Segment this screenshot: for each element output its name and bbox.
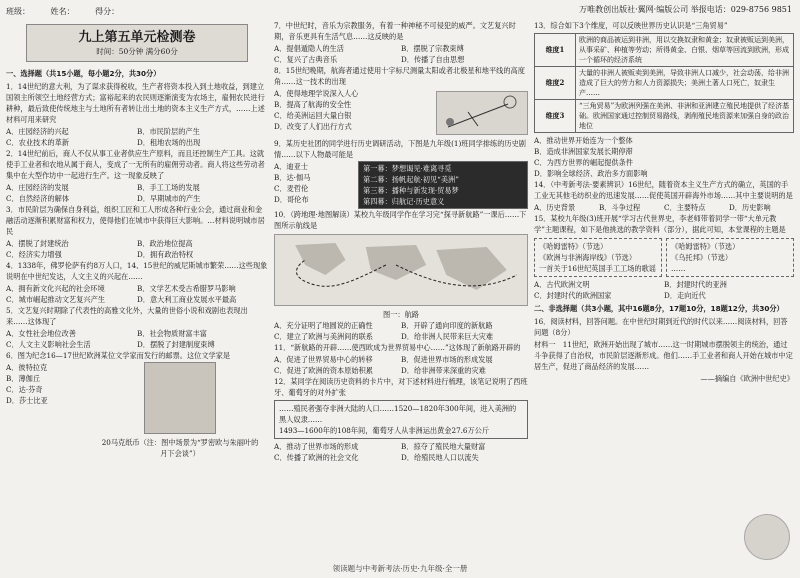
option[interactable]: A．庄园经济的兴起 [6, 127, 69, 136]
question-2: 2．14世纪前后，商人不仅从事工业者供应生产原料，而且还控制生产工具。这就使手工业者和农地从属于商人，变成了一无所有的雇佣劳动者。商人将这些劳动者集中在大型作坊中一起进行生产。这一现象反映了 [6, 149, 265, 180]
question-1: 1．14世纪的意大利，为了谋求获得税收，生产者将资本投入到土地收益，到建立国领主所领空土地经营方式；富裕起来的农民则逐渐演变为农场主，雇佣农民进行耕种，最后致使传统地主与土地所有者转让出土地的资本主义生产方式，……上述材料可用来研究 [6, 82, 265, 124]
option[interactable]: B．造成非洲国家发展长期停滞 [534, 147, 633, 156]
question-10: 10．（跨地理·地图解读）某校九年级同学作在学习完“探寻新航路”一课后……下图所示航线是 [274, 210, 527, 230]
option[interactable]: C．人文主义影响社会生活 [6, 340, 91, 349]
score-label: 得分： [95, 7, 120, 16]
material-item: 《哈姆雷特》（节选） [539, 242, 608, 251]
question-9-body [274, 161, 528, 209]
footer: 领读题与中考新考法·历史·九年级·全一册 [332, 564, 468, 573]
table-row [535, 67, 794, 100]
option[interactable]: A．推动了世界市场的形成 [274, 442, 359, 451]
option[interactable]: B．手工工场的发展 [137, 183, 200, 192]
option[interactable]: B．开辟了通向印度的新航路 [401, 321, 493, 330]
play-act: 第二幕：扬帆起航·初见“美洲” [363, 175, 459, 184]
option[interactable]: D．早期城市的产生 [137, 194, 201, 203]
citation: ——摘编自《欧洲中世纪史》 [700, 374, 794, 383]
page-number-stamp [744, 514, 790, 560]
publisher-line: 万唯教创出版社·翼网·编版公司 举报电话：029-8756 9851 [579, 5, 792, 14]
options-1 [6, 126, 268, 148]
options-4 [6, 283, 268, 305]
option[interactable]: B．摆脱了宗教束缚 [401, 44, 464, 53]
question-13: 13．综合如下3个维度，可以反映世界历史认识是“三角贸易” [534, 21, 728, 30]
question-15: 15．某校九年级(3)班开展“学习古代世界史，李老师带着同学一带“大单元教学”主题课程，如下是他挑选的教学资料（部分），据此可知，本堂课程的主题是 [534, 214, 786, 234]
option[interactable]: A．摆脱了封建统治 [6, 239, 69, 248]
options-6 [6, 362, 96, 459]
banknote-image [144, 362, 216, 434]
option[interactable]: D．意大利工商业发展水平最高 [137, 295, 237, 304]
page-title: 九上第五单元检测卷 [78, 30, 196, 45]
question-6-body [6, 362, 268, 459]
option[interactable]: C．封建时代的欧洲国家 [534, 291, 612, 300]
option[interactable]: A．充分证明了地圆说的正确性 [274, 321, 373, 330]
dimension-text: 大量的非洲人被贩卖到美洲，导致非洲人口减少，社会动荡，给非洲造成了巨大的劳力和人力资源损失；美洲土著人口死亡，奴隶生产…… [576, 67, 794, 100]
option[interactable]: D．传播了自由思想 [401, 55, 465, 64]
options-8 [274, 88, 432, 138]
option[interactable]: C．麦哲伦 [274, 184, 309, 193]
material-item: 《哈姆雷特》（节选） [671, 242, 740, 251]
table-row [535, 100, 794, 133]
option[interactable]: C．城市崛起推动文艺复兴产生 [6, 295, 105, 304]
option[interactable]: C．建立了欧洲与美洲间的联系 [274, 332, 373, 341]
option[interactable]: C．促进了欧洲的资本原始积累 [274, 366, 373, 375]
question-9: 9．某历史社团的同学进行历史调研活动，下图是九年级(1)班同学排练的历史剧情……以下人物最可能是 [274, 139, 526, 159]
section-heading-2: 二、非选择题（共3小题，其中16题8分，17题10分，18题12分，共30分） [534, 304, 784, 313]
material-item: 《欧洲与非洲海岸线》（节选） [539, 253, 637, 262]
class-label: 班级： [6, 7, 30, 16]
options-3 [6, 238, 268, 260]
option[interactable]: D．影响全球经济、政治多方面影响 [534, 169, 648, 178]
question-12: 12．某同学在阅读历史资料的卡片中，对下述材料进行梳理，该笔记说明了西班牙、葡萄牙的对外扩张 [274, 377, 528, 397]
question-14: 14．（中考新考法·要素辨识）16世纪，随着资本主义生产方式的确立，英国的手工业无其他毛纺织业的迅速发展……促使英国开辟海外市场……其中主要说明的是 [534, 180, 793, 200]
question-3: 3．市民阶层为确保自身利益，组织工匠和工人形成各种行业公会，通过商业和金融活动逐渐积累财富和权力，使得他们在城市中获得巨大影响。…材料说明城市居民 [6, 205, 265, 236]
options-10 [274, 320, 528, 342]
options-15 [534, 279, 794, 301]
option[interactable]: C．主要特点 [664, 203, 706, 212]
note-line: ……殖民者强夺非洲大陆的人口……1520—1820年300年间，进入美洲的黑人奴隶…… [279, 404, 517, 424]
options-2 [6, 182, 268, 204]
option[interactable]: B．薄伽丘 [6, 374, 41, 383]
option[interactable]: B．政治地位提高 [137, 239, 193, 248]
option[interactable]: B．促进世界市场的形成发展 [401, 355, 493, 364]
option[interactable]: A．古代欧洲文明 [534, 280, 590, 289]
column-2 [274, 20, 528, 560]
option[interactable]: A．迪亚士 [274, 162, 308, 171]
table-row [535, 34, 794, 67]
question-6: 6．图为纪念16—17世纪欧洲某位文学家而发行的邮票。这位文学家是 [6, 351, 231, 360]
option[interactable]: B．社会物质财富丰富 [137, 329, 207, 338]
option[interactable]: C．自然经济的解体 [6, 194, 70, 203]
material-item: 《乌托邦》（节选） [671, 253, 733, 262]
dimension-text: “三角贸易”为欧洲列强在美洲、非洲和亚洲建立殖民地提供了经济基础。欧洲国家通过控制贸易路线，剥削殖民地资源来加强自身的政治地位 [576, 100, 794, 133]
note-card [274, 400, 528, 439]
material-item: 一首关于16世纪英国手工工场的歌谣 [539, 264, 656, 273]
option[interactable]: A．庄园经济的发展 [6, 183, 69, 192]
option[interactable]: A．彼特拉克 [6, 363, 48, 372]
option[interactable]: C．复兴了古典音乐 [274, 55, 338, 64]
option[interactable]: D．摆脱了封建制度束缚 [137, 340, 215, 349]
play-act: 第三幕：播种与新发现·贸易梦 [363, 186, 459, 195]
option[interactable]: C．经济实力增强 [6, 250, 62, 259]
option[interactable]: B．文学艺术受古希腊罗马影响 [137, 284, 236, 293]
play-act: 第四幕：归航记·历史意义 [363, 197, 445, 206]
play-script-box [358, 161, 528, 209]
options-7 [274, 43, 528, 65]
option[interactable]: D．拥有政治特权 [137, 250, 194, 259]
option[interactable]: B．掠夺了殖民地大量财富 [401, 442, 486, 451]
option[interactable]: A．拥有新文化兴起的社会环境 [6, 284, 105, 293]
student-info-line [6, 6, 137, 17]
option[interactable]: D．历史影响 [729, 203, 771, 212]
question-7: 7．中世纪时，音乐为宗教服务，有着一种神秘不可侵犯的威严。文艺复兴时期，音乐更具有生活气息……这反映的是 [274, 21, 516, 41]
dimension-table [534, 33, 794, 133]
option[interactable]: D．给殖民地人口以流失 [401, 453, 479, 462]
option[interactable]: D．给非洲人民带来巨大灾难 [401, 332, 494, 341]
cross-staff-icon [438, 92, 526, 132]
question-8: 8．15世纪晚期，航海者通过使用十字标尺测量太阳或者北极星和地平线的高度角……这一技术的出现 [274, 66, 525, 86]
material-1: 材料一 11世纪，欧洲开始出现了城市……这一时期城市摆脱领主的统治，通过斗争获得了自治权，市民阶层逐渐形成。他们……手工业者和商人开始在城市中定居生产，促进了商品经济的发展…… [534, 340, 793, 371]
option[interactable]: B．斗争过程 [599, 203, 641, 212]
option[interactable]: C．给美洲运回大量白银 [274, 111, 352, 120]
route-map [274, 234, 528, 306]
section-heading-1: 一、选择题（共15小题，每小题2分，共30分） [6, 69, 161, 78]
question-8-body [274, 88, 528, 138]
material-item: …… [671, 264, 686, 273]
options-14 [534, 202, 794, 213]
options-12 [274, 441, 528, 463]
name-label: 姓名： [50, 7, 75, 16]
banknote-figure [100, 362, 260, 459]
options-9 [274, 161, 354, 209]
title-box [26, 24, 248, 62]
option[interactable]: C．达·芬奇 [6, 385, 43, 394]
option[interactable]: A．提倡遁隐人的生活 [274, 44, 344, 53]
option[interactable]: C．为西方世界的崛起提供条件 [534, 158, 633, 167]
question-4: 4．1338年，佛罗伦萨有约8万人口，14、15世纪的威尼斯城市繁荣……这些现象说明在中世纪发达，人文主义的兴起在…… [6, 261, 268, 281]
options-5 [6, 328, 268, 350]
column-3 [534, 20, 794, 560]
map-label: 图一：航路 [383, 310, 419, 319]
option[interactable]: A．推动世界开始连为一个整体 [534, 136, 633, 145]
option[interactable]: D．给非洲带来深重的灾难 [401, 366, 486, 375]
materials-box-left [534, 238, 662, 277]
dimension-text: 欧洲的商品被运到非洲，用以交换奴隶和黄金；奴隶被贩运到美洲，从事采矿、种植等劳动；所得黄金、白银、烟草等回流到欧洲，形成一个循环的经济系统 [576, 34, 794, 67]
note-line: 1493—1600年的108年间，葡萄牙人从非洲运出黄金27.6万公斤 [279, 426, 490, 435]
world-map-graphic [275, 235, 527, 305]
banknote-caption: 20马克纸币（注：图中场景为“罗密欧与朱丽叶的月下会谈”） [101, 438, 259, 458]
option[interactable]: A．使得地理学说深入人心 [274, 89, 359, 98]
option[interactable]: A．女性社会地位改善 [6, 329, 76, 338]
option[interactable]: A．历史背景 [534, 203, 576, 212]
question-16: 16．阅读材料，回答问题。在中世纪时期到近代的时代以来……阅读材料，回答问题（8分） [534, 317, 788, 337]
cross-staff-illustration [436, 91, 528, 135]
option[interactable]: D．哥伦布 [274, 195, 309, 204]
option[interactable]: C．传播了欧洲的社会文化 [274, 453, 359, 462]
dimension-header: 维度1 [535, 34, 576, 67]
question-11: 11．“新航路的开辟……使西欧成为世界贸易中心……”这体现了新航路开辟的 [274, 343, 521, 352]
option[interactable]: B．封建时代的亚洲 [664, 280, 727, 289]
time-score: 时间：50分钟 满分60分 [96, 47, 178, 56]
option[interactable]: A．促进了世界贸易中心的转移 [274, 355, 373, 364]
play-act: 第一幕：梦想谒见·难离寻觅 [363, 164, 452, 173]
question-5: 5．文艺复兴时期除了代表性的高雅文化外，大量的世俗小说和戏剧也表现出来……这体现了 [6, 306, 248, 326]
option[interactable]: D．改变了人们出行方式 [274, 122, 352, 131]
dimension-header: 维度2 [535, 67, 576, 100]
option[interactable]: C．农业技术的革新 [6, 138, 70, 147]
column-1 [6, 20, 268, 560]
option[interactable]: B．提高了航海的安全性 [274, 100, 352, 109]
options-11 [274, 354, 528, 376]
option[interactable]: D．租地农场的出现 [137, 138, 201, 147]
option[interactable]: D．走向近代 [664, 291, 706, 300]
option[interactable]: D．莎士比亚 [6, 396, 48, 405]
dimension-header: 维度3 [535, 100, 576, 133]
option[interactable]: B．达·伽马 [274, 173, 311, 182]
materials-boxes [534, 236, 794, 279]
materials-box-right [666, 238, 794, 277]
options-13 [534, 135, 794, 179]
option[interactable]: B．市民阶层的产生 [137, 127, 200, 136]
